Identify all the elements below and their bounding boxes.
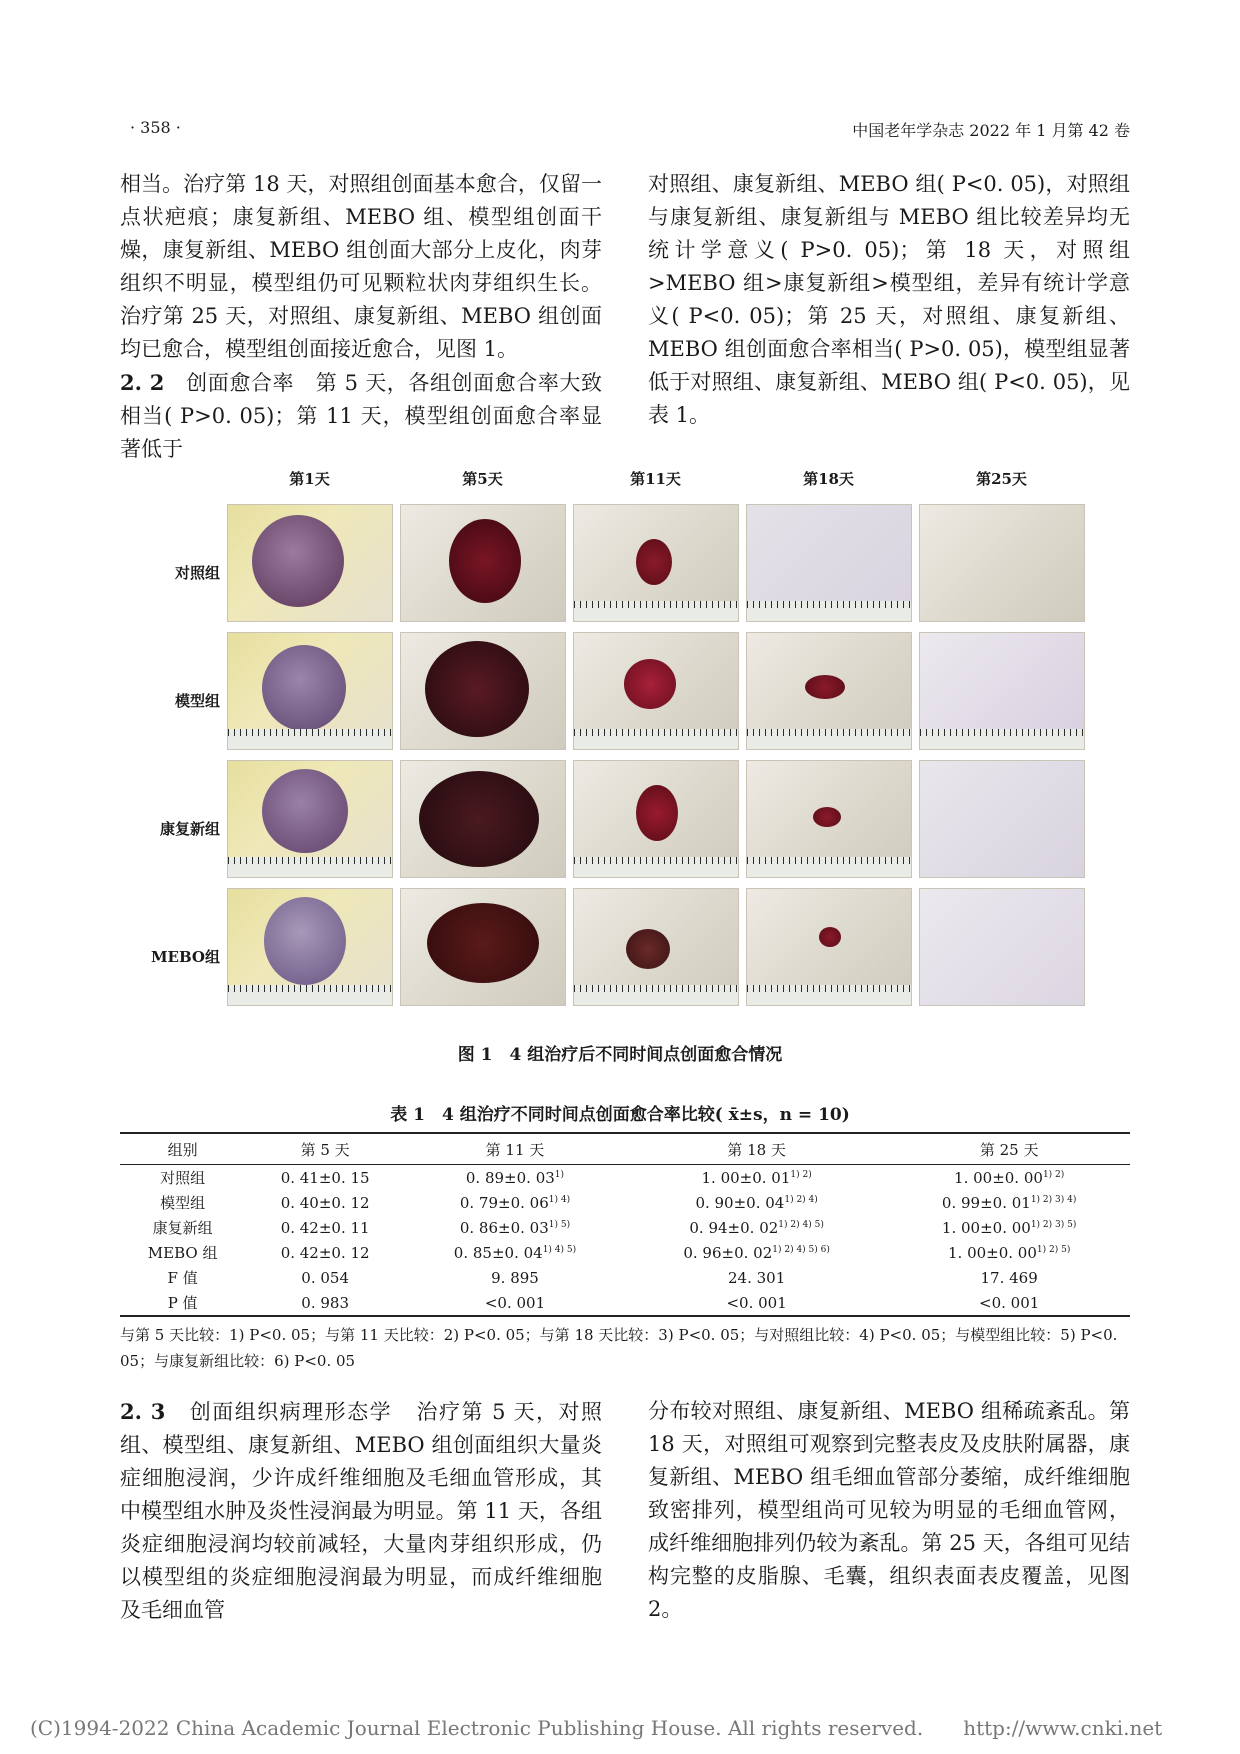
ruler bbox=[920, 729, 1084, 749]
row-label: 康复新组 bbox=[159, 820, 220, 838]
wound-photo bbox=[919, 504, 1085, 622]
cell-value: 0. 79±0. 06 bbox=[459, 1193, 549, 1212]
ruler bbox=[747, 985, 911, 1005]
cell-superscript: 1) 2) bbox=[1042, 1169, 1065, 1180]
table-cell bbox=[888, 1290, 1130, 1316]
wound-photo bbox=[227, 504, 393, 622]
cell-value: 0. 89±0. 03 bbox=[465, 1168, 555, 1187]
ruler bbox=[574, 601, 738, 621]
wound-photo bbox=[746, 888, 912, 1006]
cell-value: 24. 301 bbox=[727, 1268, 786, 1287]
wound-photo bbox=[746, 632, 912, 750]
cell-superscript: 1) 2) 4) 5) 6) bbox=[772, 1244, 830, 1255]
ruler bbox=[574, 857, 738, 877]
header-cell: 第 5 天 bbox=[245, 1133, 405, 1165]
table-row bbox=[120, 1165, 1130, 1191]
table-row bbox=[120, 1290, 1130, 1316]
table-cell bbox=[625, 1190, 888, 1215]
paragraph: 相当。治疗第 18 天，对照组创面基本愈合，仅留一点状疤痕；康复新组、MEBO 组、模型组创面干燥，康复新组、MEBO 组创面大部分上皮化，肉芽组织不明显，模型组仍可见颗粒状肉芽组织生长。治疗第 25 天，对照组、康复新组、MEBO 组创面均已愈合，模型组创面接近愈合，见图 1。 bbox=[120, 172, 602, 361]
cell-value: 1. 00±0. 00 bbox=[941, 1218, 1031, 1237]
header-cell: 组别 bbox=[120, 1133, 245, 1165]
wound-photo bbox=[573, 888, 739, 1006]
table-cell bbox=[245, 1215, 405, 1240]
right-column-top bbox=[648, 168, 1130, 432]
column-header: 第1天 bbox=[289, 470, 330, 488]
table-cell bbox=[120, 1265, 245, 1290]
table-cell bbox=[120, 1290, 245, 1316]
row-label: MEBO组 bbox=[150, 948, 220, 966]
cell-value: <0. 001 bbox=[484, 1293, 546, 1312]
ruler bbox=[228, 729, 392, 749]
ruler bbox=[747, 729, 911, 749]
table-header-row bbox=[120, 1133, 1130, 1165]
cell-value: 0. 42±0. 11 bbox=[280, 1218, 370, 1237]
paragraph: 分布较对照组、康复新组、MEBO 组稀疏紊乱。第 18 天，对照组可观察到完整表皮及皮肤附属器，康复新组、MEBO 组毛细血管部分萎缩，成纤维细胞致密排列，模型组尚可见较为明显的毛细血管网，成纤维细胞排列仍较为紊乱。第 25 天，各组可见结构完整的皮脂腺、毛囊，组织表面表皮覆盖，见图 2。 bbox=[648, 1399, 1130, 1621]
copyright-footer: (C)1994-2022 China Academic Journal Electronic Publishing House. All rights reserved. http://www.cnki.net bbox=[30, 1716, 1163, 1740]
header-cell: 第 11 天 bbox=[405, 1133, 625, 1165]
section-number: 2. 2 bbox=[120, 370, 165, 395]
cell-value: 对照组 bbox=[160, 1169, 206, 1187]
cell-value: 1. 00±0. 00 bbox=[954, 1168, 1043, 1187]
cell-value: 0. 94±0. 02 bbox=[689, 1218, 779, 1237]
cell-superscript: 1) 2) 5) bbox=[1036, 1244, 1071, 1255]
cell-value: 0. 85±0. 04 bbox=[453, 1243, 543, 1262]
left-column-bottom bbox=[120, 1395, 602, 1627]
cell-value: 0. 96±0. 02 bbox=[683, 1243, 773, 1262]
cell-value: 17. 469 bbox=[980, 1268, 1038, 1287]
cell-superscript: 1) 4) 5) bbox=[542, 1244, 577, 1255]
cell-value: 9. 895 bbox=[491, 1268, 539, 1287]
table-cell bbox=[625, 1265, 888, 1290]
table-cell bbox=[888, 1215, 1130, 1240]
table-cell bbox=[625, 1165, 888, 1191]
cell-value: P 值 bbox=[167, 1294, 198, 1312]
table-cell bbox=[405, 1215, 625, 1240]
cell-superscript: 1) 2) bbox=[790, 1169, 812, 1180]
wound-photo bbox=[746, 504, 912, 622]
cell-value: 0. 054 bbox=[301, 1268, 349, 1287]
section-2-3 bbox=[120, 1395, 602, 1627]
header-cell: 第 25 天 bbox=[888, 1133, 1130, 1165]
ruler bbox=[228, 985, 392, 1005]
table-cell bbox=[405, 1265, 625, 1290]
cell-superscript: 1) 2) 3) 5) bbox=[1030, 1219, 1077, 1230]
table-cell bbox=[405, 1190, 625, 1215]
cell-superscript: 1) 2) 4) 5) bbox=[778, 1219, 824, 1230]
left-column-top bbox=[120, 168, 602, 466]
wound-photo bbox=[400, 760, 566, 878]
table-row bbox=[120, 1215, 1130, 1240]
cell-value: 0. 86±0. 03 bbox=[459, 1218, 549, 1237]
table-cell bbox=[245, 1165, 405, 1191]
ruler bbox=[574, 985, 738, 1005]
wound-photo bbox=[227, 888, 393, 1006]
cell-value: 0. 42±0. 12 bbox=[280, 1243, 370, 1262]
cell-value: MEBO 组 bbox=[147, 1244, 218, 1262]
header-cell: 第 18 天 bbox=[625, 1133, 888, 1165]
table-cell bbox=[245, 1265, 405, 1290]
wound-photo bbox=[746, 760, 912, 878]
cell-value: F 值 bbox=[167, 1269, 198, 1287]
table-cell bbox=[625, 1290, 888, 1316]
cell-value: <0. 001 bbox=[979, 1293, 1040, 1312]
section-body: 第 5 天，各组创面愈合率大致相当( P>0. 05)；第 11 天，模型组创面愈合率显著低于 bbox=[120, 371, 602, 461]
figure-caption: 图 1 4 组治疗后不同时间点创面愈合情况 bbox=[457, 1045, 783, 1065]
table-row bbox=[120, 1240, 1130, 1265]
wound-photo bbox=[227, 760, 393, 878]
cell-value: 模型组 bbox=[160, 1194, 206, 1212]
ruler bbox=[228, 857, 392, 877]
table-caption: 表 1 4 组治疗不同时间点创面愈合率比较( x̄±s，n = 10) bbox=[390, 1105, 850, 1125]
cell-value: 0. 99±0. 01 bbox=[941, 1193, 1031, 1212]
table-cell bbox=[888, 1240, 1130, 1265]
table-cell bbox=[120, 1240, 245, 1265]
table-cell bbox=[245, 1240, 405, 1265]
table-cell bbox=[245, 1190, 405, 1215]
table-cell bbox=[888, 1190, 1130, 1215]
journal-header: 中国老年学杂志 2022 年 1 月第 42 卷 bbox=[852, 121, 1130, 140]
cell-value: 1. 00±0. 01 bbox=[701, 1168, 791, 1187]
cell-superscript: 1) 5) bbox=[548, 1219, 571, 1230]
table-cell bbox=[405, 1240, 625, 1265]
wound-photo bbox=[573, 632, 739, 750]
wound-photo bbox=[919, 632, 1085, 750]
table-cell bbox=[888, 1265, 1130, 1290]
wound-photo bbox=[919, 888, 1085, 1006]
cell-value: <0. 001 bbox=[726, 1293, 787, 1312]
wound-photo bbox=[400, 632, 566, 750]
table-row bbox=[120, 1190, 1130, 1215]
table-cell bbox=[405, 1165, 625, 1191]
section-body: 治疗第 5 天，对照组、模型组、康复新组、MEBO 组创面组织大量炎症细胞浸润，少许成纤维细胞及毛细血管形成，其中模型组水肿及炎性浸润最为明显。第 11 天，各组炎症细胞浸润均较前减轻，大量肉芽组织形成，仍以模型组的炎症细胞浸润最为明显，而成纤维细胞及毛细血管 bbox=[120, 1400, 602, 1622]
right-column-bottom bbox=[648, 1395, 1130, 1626]
column-header: 第18天 bbox=[803, 470, 854, 488]
wound-photo bbox=[400, 504, 566, 622]
cell-superscript: 1) 2) 3) 4) bbox=[1030, 1194, 1077, 1205]
table-cell bbox=[245, 1290, 405, 1316]
wound-photo bbox=[573, 504, 739, 622]
cell-superscript: 1) bbox=[554, 1169, 565, 1180]
table-note: 与第 5 天比较：1) P<0. 05；与第 11 天比较：2) P<0. 05；与第 18 天比较：3) P<0. 05；与对照组比较：4) P<0. 05；与模型组比较：5) P<0. 05；与康复新组比较：6) P<0. 05 bbox=[120, 1326, 1118, 1370]
wound-photo bbox=[919, 760, 1085, 878]
section-title: 创面愈合率 bbox=[186, 371, 295, 395]
wound-photo bbox=[573, 760, 739, 878]
table-cell bbox=[120, 1215, 245, 1240]
wound-photo bbox=[400, 888, 566, 1006]
table-cell bbox=[405, 1290, 625, 1316]
ruler bbox=[747, 857, 911, 877]
table-cell bbox=[120, 1165, 245, 1191]
paragraph: 对照组、康复新组、MEBO 组( P<0. 05)，对照组与康复新组、康复新组与 MEBO 组比较差异均无统计学意义( P>0. 05)；第 18 天，对照组>MEBO 组>康复新组>模型组，差异有统计学意义( P<0. 05)；第 25 天，对照组、康复新组、MEBO 组创面愈合率相当( P>0. 05)，模型组显著低于对照组、康复新组、MEBO 组( P<0. 05)，见表 1。 bbox=[648, 172, 1130, 427]
ruler bbox=[574, 729, 738, 749]
column-header: 第5天 bbox=[462, 470, 503, 488]
cell-value: 康复新组 bbox=[152, 1219, 213, 1237]
cell-value: 0. 40±0. 12 bbox=[280, 1193, 370, 1212]
cell-value: 0. 983 bbox=[301, 1293, 349, 1312]
table-cell bbox=[625, 1215, 888, 1240]
wound-photo bbox=[227, 632, 393, 750]
section-title: 创面组织病理形态学 bbox=[189, 1400, 393, 1424]
table-cell bbox=[625, 1240, 888, 1265]
results-table bbox=[120, 1132, 1130, 1317]
column-header: 第25天 bbox=[976, 470, 1027, 488]
cell-value: 0. 90±0. 04 bbox=[695, 1193, 785, 1212]
section-number: 2. 3 bbox=[120, 1399, 166, 1424]
cell-superscript: 1) 2) 4) bbox=[784, 1194, 818, 1205]
table-cell bbox=[120, 1190, 245, 1215]
cell-value: 1. 00±0. 00 bbox=[947, 1243, 1037, 1262]
cell-superscript: 1) 4) bbox=[548, 1194, 571, 1205]
table-row bbox=[120, 1265, 1130, 1290]
column-header: 第11天 bbox=[630, 470, 681, 488]
ruler bbox=[747, 601, 911, 621]
page-number: · 358 · bbox=[130, 118, 181, 137]
row-label: 对照组 bbox=[174, 564, 220, 582]
row-label: 模型组 bbox=[174, 692, 220, 710]
cell-value: 0. 41±0. 15 bbox=[280, 1168, 370, 1187]
section-2-2 bbox=[120, 366, 602, 466]
table-cell bbox=[888, 1165, 1130, 1191]
